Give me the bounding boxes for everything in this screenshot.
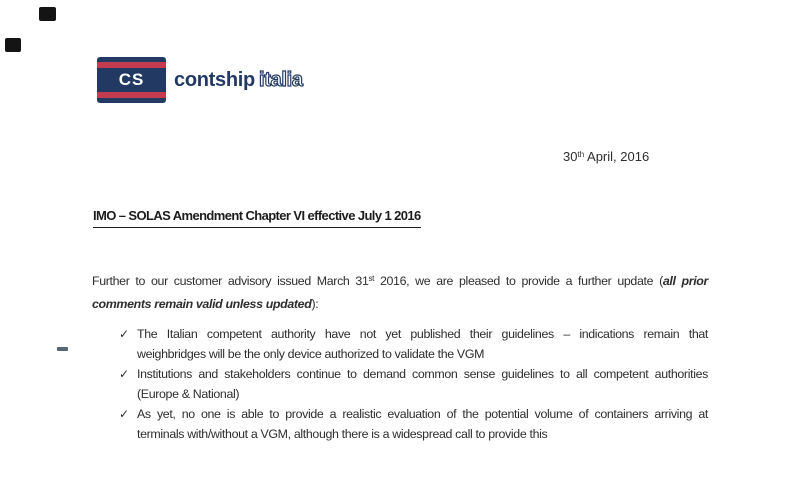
bullet-list [119,324,708,444]
para-text: ): [311,296,319,311]
scan-artifact-square-top [39,7,56,21]
para-text: 2016, we are pleased to provide a further update ( [374,274,663,288]
bullet-line-1: The Italian competent authority have not yet published their guidelines – indications remain that [137,327,708,341]
document-date [563,147,649,169]
para-superscript: st [368,274,375,283]
para-emphasis: all prior [662,274,708,288]
bullet-line-1: As yet, no one is able to provide a realistic evaluation of the potential volume of containers arriving at [137,407,708,421]
logo-wordmark-contship: contship [174,68,255,91]
paragraph-line-1 [92,271,708,294]
para-emphasis: comments remain valid unless updated [92,296,312,311]
scan-artifact-dash [57,347,68,351]
paragraph-line-2 [92,294,708,315]
para-text: Further to our customer advisory issued March 31 [92,274,369,288]
logo-wordmark [174,69,303,92]
logo-stripe-bottom [97,92,166,98]
date-ordinal: th [577,150,585,159]
checkmark-icon: ✓ [119,367,130,381]
date-rest: April, 2016 [584,149,650,164]
heading-text: IMO – SOLAS Amendment Chapter VI effective July 1 2016 [93,206,421,228]
bullet-item [119,364,708,404]
bullet-line-2: weighbridges will be the only device authorized to validate the VGM [137,347,485,361]
intro-paragraph [92,271,708,314]
bullet-line-2: terminals with/without a VGM, although there is a widespread call to provide this [137,427,548,441]
scan-artifact-square-left [5,38,21,52]
bullet-item [119,404,708,444]
logo-cs-text: CS [118,70,145,89]
checkmark-icon: ✓ [119,327,130,341]
logo-cs-badge [97,57,166,103]
bullet-line-2: (Europe & National) [137,387,240,401]
contship-logo [97,57,303,103]
logo-wordmark-italia: italia [258,68,303,91]
bullet-line-1: Institutions and stakeholders continue to demand common sense guidelines to all competent authorities [137,367,708,381]
date-day: 30 [563,149,578,164]
bullet-item [119,324,708,364]
logo-stripe-top [97,62,166,68]
document-heading [93,206,421,228]
checkmark-icon: ✓ [119,407,130,421]
